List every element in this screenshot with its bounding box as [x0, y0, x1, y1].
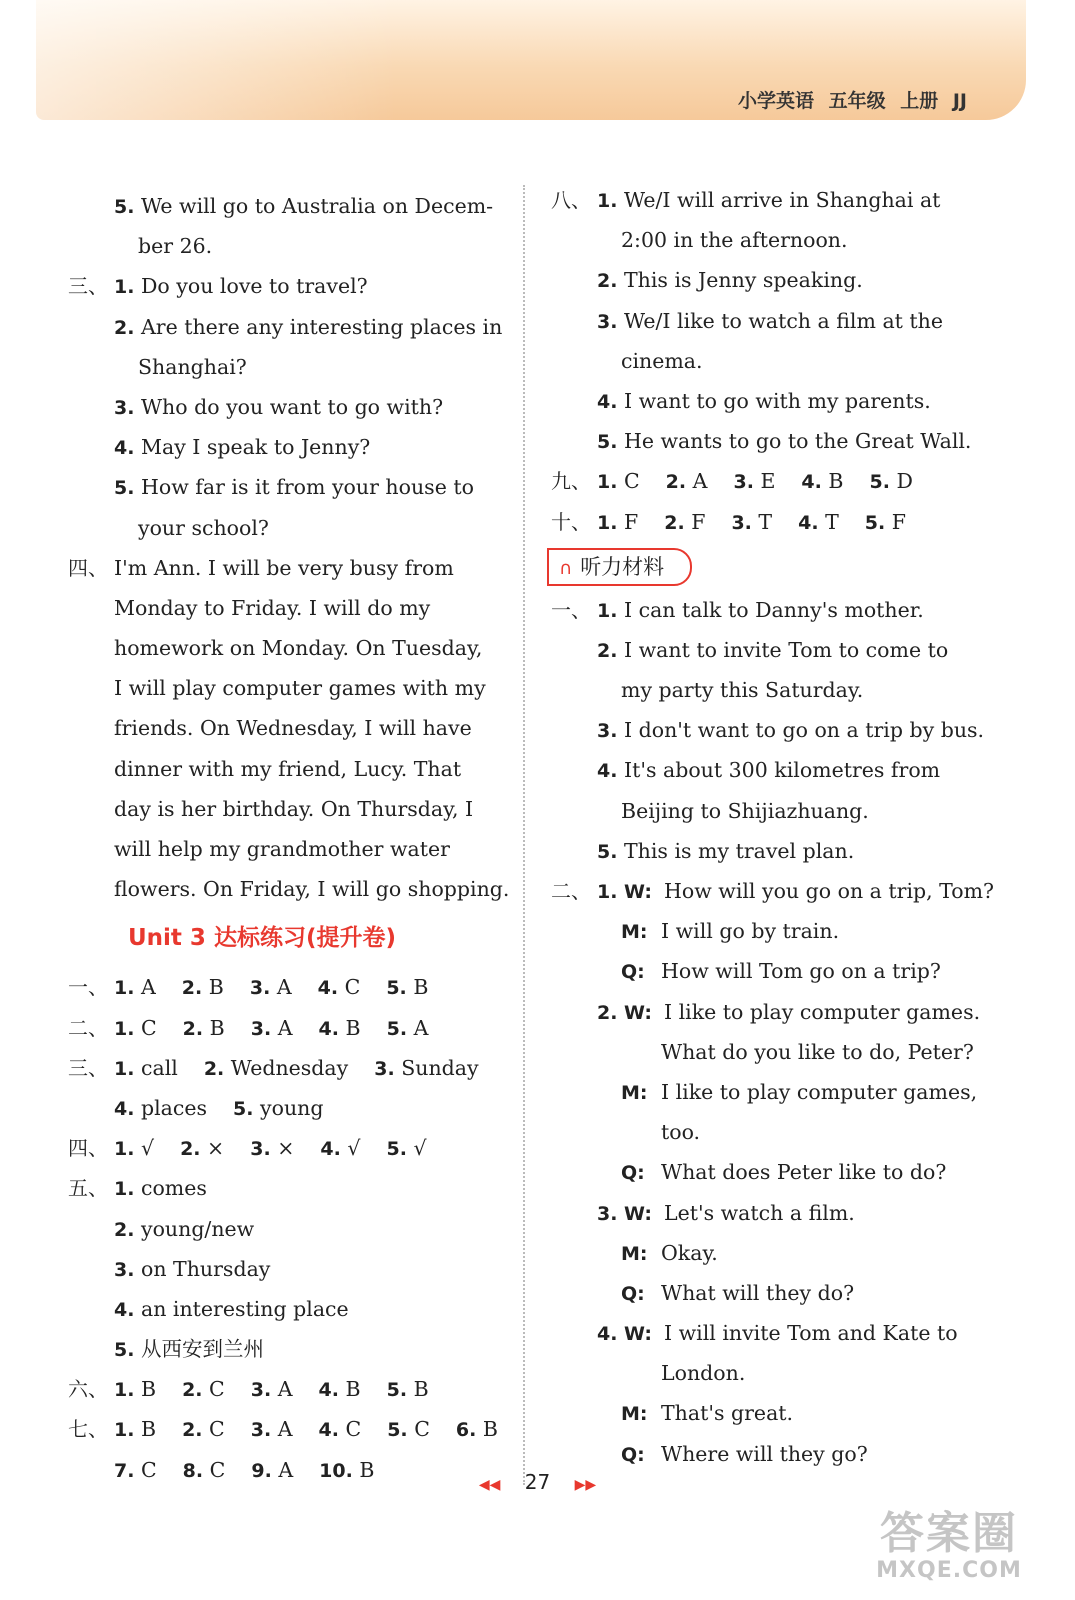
- answer-line: 3. We/I like to watch a film at the: [597, 308, 943, 333]
- column-divider: [523, 185, 525, 1485]
- subject: 小学英语: [737, 90, 814, 112]
- listening-line: 2. I want to invite Tom to come to: [597, 637, 949, 662]
- answer-line: 4. I want to go with my parents.: [597, 388, 931, 413]
- listening-material-tag: ∩ 听力材料: [547, 548, 692, 586]
- dialog-line: too.: [661, 1120, 701, 1145]
- watermark-cn: 答案圈: [880, 1508, 1018, 1559]
- passage-line: friends. On Wednesday, I will have: [114, 716, 472, 741]
- watermark-logo: [849, 1510, 1049, 1590]
- unit-section-7-row2: 7. C 8. C 9. A 10. B: [114, 1457, 375, 1482]
- answer-line: ber 26.: [138, 234, 213, 259]
- grade: 五年级: [828, 90, 886, 112]
- dialog-line: Q: What will they do?: [621, 1280, 855, 1305]
- listening-line: 3. I don't want to go on a trip by bus.: [597, 718, 985, 743]
- listening-line: 5. This is my travel plan.: [597, 838, 855, 863]
- answer-line: 2. Are there any interesting places in: [114, 314, 503, 339]
- passage-line: Monday to Friday. I will do my: [114, 595, 431, 620]
- volume: 上册: [900, 90, 939, 112]
- listening-section-1: 一、 1. I can talk to Danny's mother.: [551, 597, 924, 622]
- dialog-line: 4. W: I will invite Tom and Kate to: [597, 1321, 958, 1346]
- watermark-en: MXQE.COM: [876, 1558, 1022, 1583]
- section-3-line: 三、 1. Do you love to travel?: [68, 274, 368, 299]
- dialog-line: M: I will go by train.: [621, 919, 840, 944]
- answer-line: 5. He wants to go to the Great Wall.: [597, 429, 972, 454]
- passage-line: will help my grandmother water: [114, 837, 450, 861]
- next-arrows-icon: ▶▶: [574, 1477, 597, 1493]
- passage-line: homework on Monday. On Tuesday,: [114, 636, 483, 661]
- answer-line: 3. on Thursday: [114, 1256, 271, 1281]
- prev-arrows-icon: ◀◀: [478, 1477, 501, 1493]
- section-8-line: 八、 1. We/I will arrive in Shanghai at: [551, 188, 941, 212]
- dialog-line: London.: [661, 1361, 746, 1386]
- listening-section-2: 二、 1. W: How will you go on a trip, Tom?: [551, 879, 995, 903]
- answer-line: 5. We will go to Australia on Decem-: [114, 194, 494, 218]
- answer-line: 5. 从西安到兰州: [114, 1337, 264, 1362]
- unit-section-4: 四、 1. √ 2. × 3. × 4. √ 5. √: [68, 1136, 427, 1161]
- header-meta: [738, 86, 967, 113]
- dialog-line: M: That's great.: [621, 1401, 794, 1426]
- passage-line: day is her birthday. On Thursday, I: [114, 796, 474, 821]
- unit-section-6: 六、 1. B 2. C 3. A 4. B 5. B: [68, 1377, 429, 1402]
- answer-line: cinema.: [621, 348, 703, 373]
- dialog-line: 2. W: I like to play computer games.: [597, 999, 981, 1024]
- unit-section-7: 七、 1. B 2. C 3. A 4. C 5. C 6. B: [68, 1417, 498, 1442]
- unit-section-5: 五、 1. comes: [68, 1176, 207, 1201]
- listening-line: 4. It's about 300 kilometres from: [597, 758, 941, 783]
- dialog-line: What do you like to do, Peter?: [661, 1039, 974, 1064]
- section-4-line: 四、 I'm Ann. I will be very busy from: [68, 555, 454, 580]
- dialog-line: Q: How will Tom go on a trip?: [621, 959, 941, 984]
- headphones-icon: ∩: [559, 557, 573, 579]
- answer-line: 3. Who do you want to go with?: [114, 394, 444, 419]
- unit-title: Unit 3 达标练习(提升卷): [128, 925, 396, 952]
- answer-line: 4. May I speak to Jenny?: [114, 435, 371, 460]
- unit-section-3-row2: 4. places 5. young: [114, 1095, 324, 1120]
- listening-line: my party this Saturday.: [621, 678, 864, 703]
- passage-line: I will play computer games with my: [114, 676, 486, 701]
- answer-line: 2. young/new: [114, 1216, 255, 1241]
- passage-line: dinner with my friend, Lucy. That: [114, 756, 462, 781]
- dialog-line: 3. W: Let's watch a film.: [597, 1200, 855, 1225]
- page-footer: [0, 1470, 1075, 1494]
- answer-line: 2. This is Jenny speaking.: [597, 268, 863, 293]
- dialog-line: Q: What does Peter like to do?: [621, 1160, 947, 1185]
- unit-section-1: 一、 1. A 2. B 3. A 4. C 5. B: [68, 975, 429, 1000]
- page-number: 27: [524, 1470, 551, 1494]
- answer-line: 4. an interesting place: [114, 1296, 349, 1321]
- left-column: [68, 186, 510, 1490]
- section-9-line: 九、 1. C 2. A 3. E 4. B 5. D: [551, 469, 913, 494]
- answer-line: 5. How far is it from your house to: [114, 475, 474, 500]
- dialog-line: M: Okay.: [621, 1240, 718, 1265]
- answer-line: 2:00 in the afternoon.: [621, 228, 848, 253]
- listening-line: Beijing to Shijiazhuang.: [621, 798, 869, 823]
- header-fade: [36, 0, 396, 120]
- answer-line: Shanghai?: [138, 354, 247, 379]
- right-column: [551, 180, 995, 1474]
- unit-section-3: 三、 1. call 2. Wednesday 3. Sunday: [68, 1055, 479, 1080]
- dialog-line: Q: Where will they go?: [621, 1441, 868, 1466]
- section-10-line: 十、 1. F 2. F 3. T 4. T 5. F: [551, 509, 906, 534]
- passage-line: flowers. On Friday, I will go shopping.: [114, 877, 510, 902]
- unit-section-2: 二、 1. C 2. B 3. A 4. B 5. A: [68, 1015, 429, 1040]
- answer-line: your school?: [138, 515, 269, 540]
- edition: JJ: [952, 90, 967, 112]
- dialog-line: M: I like to play computer games,: [621, 1079, 978, 1104]
